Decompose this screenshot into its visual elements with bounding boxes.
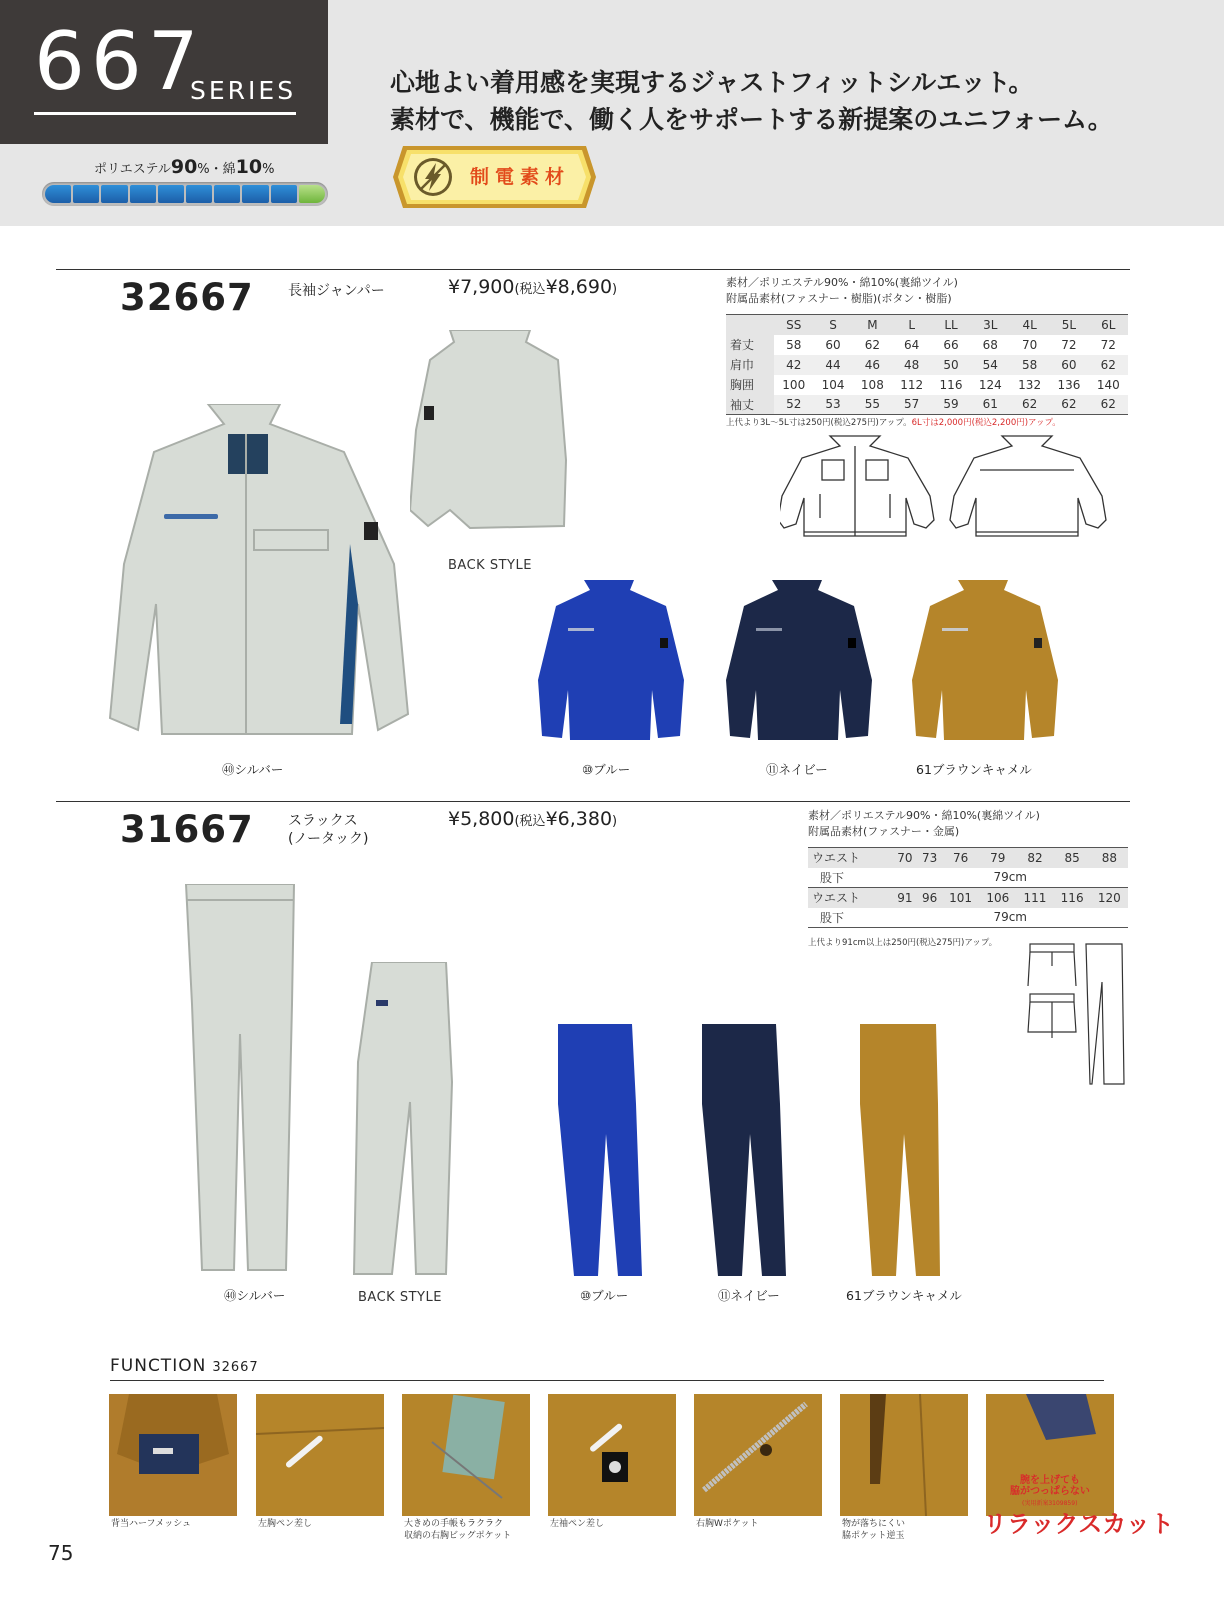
- size-cell: 55: [853, 395, 892, 415]
- size-cell: 42: [774, 355, 813, 375]
- product-spec: 素材／ポリエステル90%・綿10%(裏綿ツイル) 附属品素材(ファスナー・樹脂)(ボタン・樹脂): [726, 276, 958, 305]
- size-row-label: 肩巾: [726, 355, 774, 375]
- color-label-navy: ⑪ネイビー: [766, 762, 828, 777]
- polyester-segment: [101, 185, 127, 203]
- product-name: 長袖ジャンパー: [288, 283, 385, 299]
- size-row: [726, 355, 1128, 375]
- size-row-label: 胸囲: [726, 375, 774, 395]
- jumper-flat-drawing: [780, 432, 1130, 550]
- size-header-cell: 3L: [971, 315, 1010, 335]
- size-cell: 44: [813, 355, 852, 375]
- size-header-cell: SS: [774, 315, 813, 335]
- series-number: 667: [34, 15, 205, 108]
- polyester-segment: [73, 185, 99, 203]
- color-label-blue: ⑩ブルー: [582, 762, 631, 777]
- size-cell: 62: [1089, 395, 1128, 415]
- waist-cell: 106: [979, 888, 1016, 908]
- jumper-silver-front-photo: [104, 404, 424, 748]
- size-cell: 72: [1061, 337, 1077, 352]
- product-name: スラックス (ノータック): [288, 813, 369, 847]
- polyester-segment: [45, 185, 71, 203]
- waist-cell: 88: [1091, 848, 1128, 868]
- color-label-blue: ⑩ブルー: [580, 1288, 629, 1303]
- waist-cell: 120: [1091, 888, 1128, 908]
- waist-cell: 91: [892, 888, 917, 908]
- function-caption: 左胸ペン差し: [258, 1519, 313, 1529]
- size-cell: 58: [1010, 355, 1049, 375]
- size-cell: 68: [982, 337, 998, 352]
- size-row: [726, 395, 1128, 415]
- waist-cell: 111: [1016, 888, 1053, 908]
- function-photo-side-pocket: [840, 1394, 968, 1516]
- polyester-segment: [130, 185, 156, 203]
- catch-line-1: 心地よい着用感を実現するジャストフィットシルエット。: [390, 68, 1034, 97]
- static-lightning-icon: [414, 158, 452, 196]
- size-note: 上代より3L～5L寸は250円(税込275円)アップ。6L寸は2,000円(税込2,200円)アップ。: [726, 418, 1061, 428]
- inseam-label: 股下: [808, 868, 892, 888]
- polyester-segment: [214, 185, 240, 203]
- waist-cell: 82: [1016, 848, 1053, 868]
- waist-cell: 70: [892, 848, 917, 868]
- waist-cell: 79: [979, 848, 1016, 868]
- size-cell: 70: [1021, 337, 1038, 352]
- size-cell: 53: [813, 395, 852, 415]
- function-caption: 背当ハーフメッシュ: [111, 1519, 192, 1529]
- jumper-back-style-label: BACK STYLE: [448, 558, 532, 573]
- slacks-blue-photo: [556, 1024, 644, 1280]
- function-title: FUNCTION 32667: [110, 1356, 259, 1376]
- waist-cell: 76: [942, 848, 979, 868]
- size-cell: 140: [1096, 377, 1120, 392]
- function-photo-chest-pen: [256, 1394, 384, 1516]
- size-cell: 72: [1100, 337, 1116, 352]
- size-cell: 59: [931, 395, 970, 415]
- section-rule: [56, 801, 1130, 802]
- slacks-silver-front-photo: [180, 884, 300, 1274]
- size-row-label: 着丈: [726, 335, 774, 355]
- polyester-segment: [186, 185, 212, 203]
- size-header-cell: 5L: [1049, 315, 1088, 335]
- function-photo-collar: [109, 1394, 237, 1516]
- color-label-navy: ⑪ネイビー: [718, 1288, 780, 1303]
- size-cell: 100: [782, 377, 806, 392]
- waist-cell: 96: [917, 888, 942, 908]
- size-cell: 46: [853, 355, 892, 375]
- polyester-segment: [158, 185, 184, 203]
- catch-line-2: 素材で、機能で、働く人をサポートする新提案のユニフォーム。: [390, 105, 1113, 134]
- size-cell: 136: [1057, 377, 1081, 392]
- waist-cell: 116: [1054, 888, 1091, 908]
- size-cell: 132: [1018, 377, 1042, 392]
- slacks-navy-photo: [700, 1024, 788, 1280]
- product-price: ¥7,900(税込¥8,690): [448, 276, 618, 298]
- material-composition: ポリエステル90%・綿10%: [94, 156, 275, 178]
- cotton-segment: [299, 185, 325, 203]
- series-underline: [34, 112, 296, 115]
- size-cell: 108: [860, 377, 884, 392]
- size-cell: 112: [900, 377, 924, 392]
- slacks-size-table: [808, 847, 1128, 928]
- color-label-camel: 61ブラウンキャメル: [846, 1288, 962, 1303]
- function-caption: 左袖ペン差し: [550, 1519, 605, 1529]
- size-row-label: 袖丈: [726, 395, 774, 415]
- size-header-cell: L: [892, 315, 931, 335]
- catch-copy: [390, 64, 1113, 138]
- color-label-silver: ㊵シルバー: [222, 762, 284, 777]
- product-code: 31667: [120, 808, 254, 851]
- polyester-segment: [242, 185, 268, 203]
- size-cell: 64: [904, 337, 920, 352]
- relax-cut-label: リラックスカット: [983, 1510, 1175, 1538]
- waist-label: ウエスト: [808, 848, 892, 868]
- color-label-silver: ㊵シルバー: [224, 1288, 286, 1303]
- size-header-row: [726, 315, 1128, 335]
- size-row: [726, 335, 1128, 355]
- slacks-flat-drawing: [1024, 942, 1128, 1088]
- function-photo-big-pocket: [402, 1394, 530, 1516]
- function-photo-w-pocket: [694, 1394, 822, 1516]
- size-cell: 60: [1049, 355, 1088, 375]
- jumper-camel-photo: [908, 580, 1064, 746]
- size-cell: 62: [1049, 395, 1088, 415]
- waist-row: [808, 848, 1128, 868]
- slacks-back-style-label: BACK STYLE: [358, 1290, 442, 1305]
- function-rule: [110, 1380, 1104, 1381]
- polyester-segment: [271, 185, 297, 203]
- size-header-cell: LL: [931, 315, 970, 335]
- size-cell: 62: [1010, 395, 1049, 415]
- badge-label: 制電素材: [470, 166, 571, 188]
- section-rule: [56, 269, 1130, 270]
- page-number: 75: [48, 1541, 74, 1565]
- slacks-camel-photo: [856, 1024, 944, 1280]
- series-word: SERIES: [190, 76, 297, 105]
- relax-cut-tagline: 腕を上げても 脇がつっぱらない: [1010, 1475, 1090, 1497]
- size-cell: 60: [825, 337, 841, 352]
- size-cell: 61: [971, 395, 1010, 415]
- size-row: [726, 375, 1128, 395]
- jumper-navy-photo: [722, 580, 878, 746]
- inseam-label: 股下: [808, 908, 892, 928]
- header: [0, 0, 1224, 226]
- jumper-silver-back-photo: [410, 330, 570, 538]
- waist-label: ウエスト: [808, 888, 892, 908]
- size-header-cell: S: [813, 315, 852, 335]
- function-caption: 右胸Wポケット: [696, 1519, 759, 1529]
- size-cell: 57: [892, 395, 931, 415]
- waist-row: [808, 888, 1128, 908]
- inseam-row: [808, 868, 1128, 888]
- size-cell: 124: [978, 377, 1002, 392]
- waist-cell: 85: [1054, 848, 1091, 868]
- waist-cell: 101: [942, 888, 979, 908]
- waist-cell: 73: [917, 848, 942, 868]
- size-cell: 104: [821, 377, 845, 392]
- product-code: 32667: [120, 276, 254, 319]
- size-cell: 66: [943, 337, 959, 352]
- material-ratio-bar: [42, 182, 328, 206]
- inseam-row: [808, 908, 1128, 928]
- jumper-blue-photo: [534, 580, 690, 746]
- product-spec: 素材／ポリエステル90%・綿10%(裏綿ツイル) 附属品素材(ファスナー・金属): [808, 809, 1040, 838]
- color-label-camel: 61ブラウンキャメル: [916, 762, 1032, 777]
- slacks-silver-back-photo: [342, 962, 462, 1278]
- function-caption: 大きめの手帳もラクラク 収納の右胸ビッグポケット: [404, 1519, 512, 1541]
- size-header-cell: 4L: [1010, 315, 1049, 335]
- size-cell: 58: [786, 337, 802, 352]
- inseam-value: 79cm: [892, 908, 1128, 928]
- relax-cut-patent: (実用新案3109859): [1022, 1500, 1078, 1507]
- size-cell: 116: [939, 377, 963, 392]
- size-cell: 50: [931, 355, 970, 375]
- size-header-cell: 6L: [1089, 315, 1128, 335]
- function-photo-sleeve-pen: [548, 1394, 676, 1516]
- size-header-cell: M: [853, 315, 892, 335]
- jumper-size-table: [726, 314, 1128, 415]
- product-price: ¥5,800(税込¥6,380): [448, 808, 618, 830]
- size-cell: 54: [971, 355, 1010, 375]
- size-cell: 62: [864, 337, 881, 352]
- size-cell: 62: [1089, 355, 1128, 375]
- function-caption: 物が落ちにくい 脇ポケット逆玉: [842, 1519, 906, 1541]
- size-cell: 52: [774, 395, 813, 415]
- series-box: [0, 0, 328, 144]
- size-note: 上代より91cm以上は250円(税込275円)アップ。: [808, 938, 998, 948]
- size-cell: 48: [892, 355, 931, 375]
- inseam-value: 79cm: [993, 870, 1027, 885]
